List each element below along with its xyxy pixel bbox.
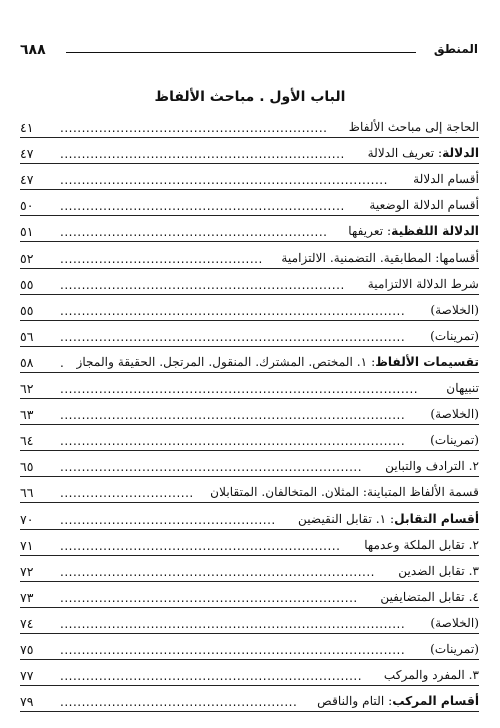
entry-text: : التام والناقص	[317, 694, 393, 709]
entry-title	[276, 251, 479, 266]
toc-entry	[20, 112, 479, 138]
entry-title	[425, 303, 479, 318]
entry-text: ٤. تقابل المتضايفين	[380, 589, 479, 604]
dot-leader: ............................................................................	[60, 174, 388, 187]
entry-text: : تعريفها	[348, 224, 392, 239]
toc-entry	[20, 269, 479, 295]
entry-title	[425, 329, 479, 344]
entry-text: : ١. تقابل النقيضين	[297, 511, 395, 526]
entry-text: (تمرينات)	[430, 328, 479, 343]
toc-entry	[20, 556, 479, 582]
entry-title	[205, 485, 479, 500]
entry-text: : ١. المختص. المشترك. المنقول. المرتجل. الحقيقة والمجاز	[76, 354, 376, 369]
entry-page-number: ٥١	[20, 224, 34, 240]
entry-title	[293, 512, 479, 527]
entry-heading: أقسام التقابل	[394, 511, 479, 526]
dot-leader: ................................................................................	[60, 304, 406, 317]
dot-leader: ..............................................................	[60, 122, 328, 135]
entry-page-number: ٧٤	[20, 615, 34, 631]
entry-page-number: ٧٠	[20, 511, 34, 527]
entry-title	[441, 381, 479, 396]
toc-entry	[20, 660, 479, 686]
dot-leader: ......................................................................	[60, 670, 363, 683]
entry-title	[380, 459, 479, 474]
entry-text: : تعريف الدلالة	[367, 146, 443, 161]
entry-heading: أقسام المركب	[392, 694, 479, 709]
entry-heading: الدلالة	[442, 146, 479, 161]
entry-page-number: ٧٢	[20, 563, 34, 579]
header-rule	[66, 52, 416, 53]
entry-text: (الخلاصة)	[430, 615, 479, 630]
dot-leader: ................................................................................	[60, 643, 406, 656]
dot-leader: ...............................................	[60, 252, 263, 265]
entry-text: أقسام الدلالة الوضعية	[369, 198, 479, 213]
dot-leader: .........................................................................	[60, 565, 375, 578]
toc-entry	[20, 373, 479, 399]
table-of-contents	[20, 112, 479, 712]
entry-page-number: ٧٧	[20, 668, 34, 684]
dot-leader: .................................................................	[60, 539, 341, 552]
entry-page-number: ٥٦	[20, 328, 34, 344]
entry-text: ٣. المفرد والمركب	[383, 668, 479, 683]
entry-page-number: ٦٢	[20, 381, 34, 397]
toc-entry	[20, 321, 479, 347]
entry-page-number: ٧٣	[20, 589, 34, 605]
dot-leader: ...................................................................................	[60, 383, 419, 396]
dot-leader: ...............................	[60, 487, 194, 500]
entry-title	[408, 172, 479, 187]
toc-entry	[20, 164, 479, 190]
toc-entry	[20, 138, 479, 164]
entry-text: شرط الدلالة الالتزامية	[367, 276, 479, 291]
entry-page-number: ٦٣	[20, 407, 34, 423]
entry-page-number: ٧٥	[20, 641, 34, 657]
toc-entry	[20, 634, 479, 660]
entry-title	[359, 538, 479, 553]
toc-entry	[20, 242, 479, 268]
entry-text: أقسامها: المطابقية. التضمنية. الالتزامية	[281, 250, 479, 265]
entry-text: (تمرينات)	[430, 641, 479, 656]
toc-entry	[20, 190, 479, 216]
toc-entry	[20, 451, 479, 477]
entry-page-number: ٤٧	[20, 172, 34, 188]
entry-page-number: ٥٠	[20, 198, 34, 214]
entry-text: الحاجة إلى مباحث الألفاظ	[348, 120, 479, 135]
entry-title	[425, 616, 479, 631]
entry-title	[71, 355, 479, 370]
entry-title	[375, 590, 479, 605]
entry-page-number: ٥٥	[20, 276, 34, 292]
entry-title	[343, 224, 479, 239]
dot-leader: ..............................................................	[60, 226, 328, 239]
entry-title	[425, 642, 479, 657]
entry-text: ٢. تقابل الملكة وعدمها	[364, 537, 479, 552]
dot-leader: .......................................................	[60, 696, 298, 709]
entry-title	[379, 668, 479, 683]
entry-title	[425, 407, 479, 422]
entry-page-number: ٦٤	[20, 433, 34, 449]
entry-text: ٣. تقابل الضدين	[398, 563, 479, 578]
entry-page-number: ٥٨	[20, 354, 34, 370]
entry-text: (تمرينات)	[430, 433, 479, 448]
dot-leader: ..................................................................	[60, 278, 345, 291]
entry-text: (الخلاصة)	[430, 407, 479, 422]
chapter-title: الباب الأول . مباحث الألفاظ	[154, 89, 346, 105]
toc-entry	[20, 347, 479, 373]
dot-leader: ................................................................................	[60, 435, 406, 448]
entry-page-number: ٧١	[20, 537, 34, 553]
entry-heading: تقسيمات الألفاظ	[375, 354, 479, 369]
dot-leader: .	[60, 356, 65, 369]
entry-page-number: ٥٥	[20, 302, 34, 318]
dot-leader: ..................................................................	[60, 200, 345, 213]
toc-entry	[20, 399, 479, 425]
toc-entry	[20, 503, 479, 529]
dot-leader: ......................................................................	[60, 461, 363, 474]
dot-leader: ..................................................	[60, 513, 276, 526]
entry-text: أقسام الدلالة	[413, 172, 479, 187]
entry-title	[425, 433, 479, 448]
toc-entry	[20, 425, 479, 451]
entry-page-number: ٧٩	[20, 694, 34, 710]
dot-leader: ................................................................................	[60, 617, 406, 630]
toc-entry	[20, 477, 479, 503]
entry-title	[363, 277, 479, 292]
toc-entry	[20, 686, 479, 712]
toc-entry	[20, 582, 479, 608]
page-number: ٦٨٨	[20, 42, 46, 58]
toc-entry	[20, 216, 479, 242]
toc-entry	[20, 608, 479, 634]
entry-page-number: ٦٦	[20, 485, 34, 501]
toc-entry	[20, 295, 479, 321]
entry-page-number: ٦٥	[20, 459, 34, 475]
entry-page-number: ٤٧	[20, 146, 34, 162]
entry-heading: الدلالة اللفظية	[391, 224, 479, 239]
book-title: المنطق	[433, 42, 478, 56]
running-header	[20, 40, 478, 64]
entry-title	[344, 120, 479, 135]
dot-leader: ..................................................................	[60, 148, 345, 161]
entry-underline	[20, 711, 479, 712]
entry-title	[312, 694, 479, 709]
entry-title	[363, 146, 479, 161]
dot-leader: ................................................................................	[60, 409, 406, 422]
entry-text: تنبيهان	[446, 381, 479, 396]
entry-page-number: ٤١	[20, 120, 34, 136]
entry-title	[393, 564, 479, 579]
entry-title	[364, 198, 479, 213]
dot-leader: ................................................................................	[60, 330, 406, 343]
entry-text: ٢. الترادف والتباين	[385, 459, 479, 474]
entry-text: (الخلاصة)	[430, 302, 479, 317]
toc-entry	[20, 530, 479, 556]
entry-page-number: ٥٢	[20, 250, 34, 266]
entry-text: قسمة الألفاظ المتباينة: المثلان. المتخالفان. المتقابلان	[210, 485, 479, 500]
dot-leader: .....................................................................	[60, 591, 358, 604]
